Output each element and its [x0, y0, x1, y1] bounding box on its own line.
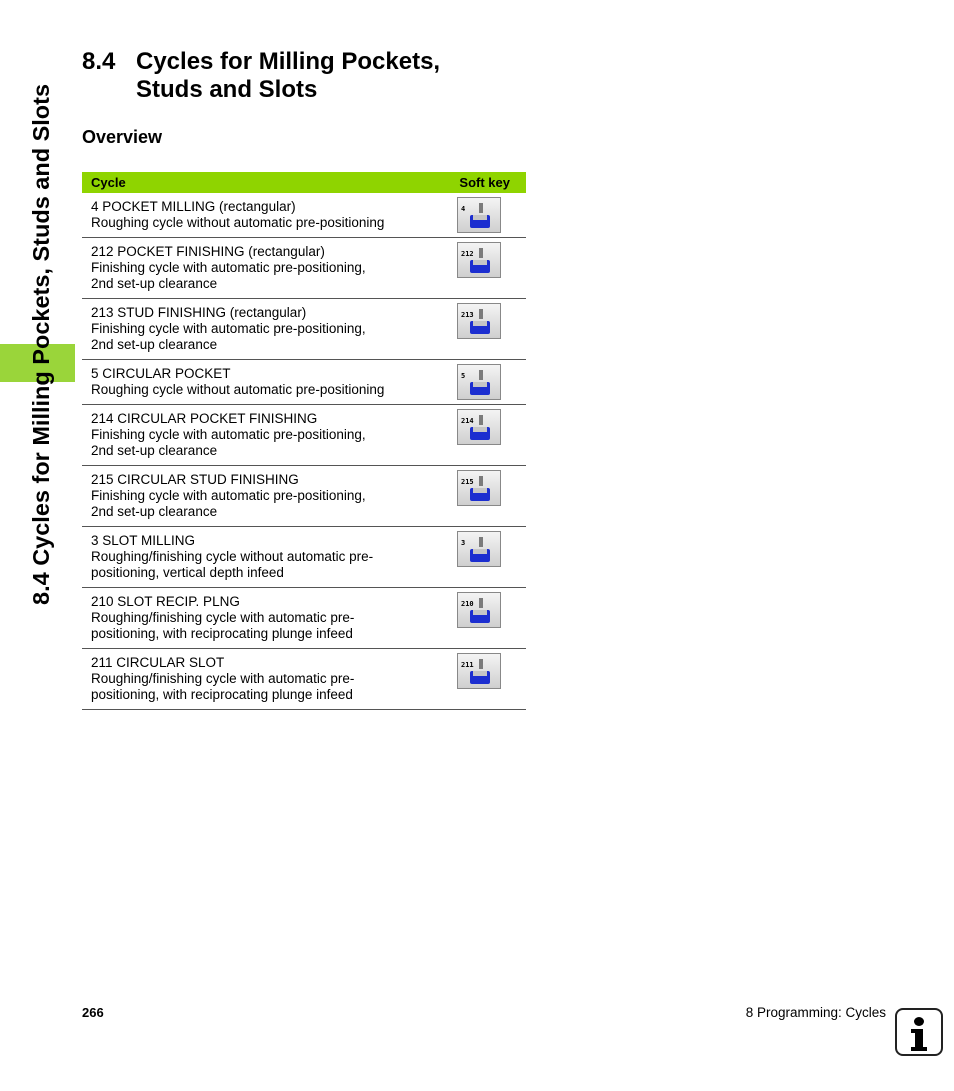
softkey-cell [432, 466, 526, 527]
softkey-cell [432, 649, 526, 710]
cycle-line1: 210 SLOT RECIP. PLNG [91, 594, 240, 609]
pocket-icon [473, 549, 487, 554]
table-row [82, 466, 526, 527]
cycle-line3: 2nd set-up clearance [91, 443, 218, 458]
cycle-line2: Roughing/finishing cycle without automatic pre- [91, 549, 374, 564]
chapter-label: 8 Programming: Cycles [745, 1005, 886, 1020]
cycle-softkey-button[interactable] [457, 531, 501, 567]
pocket-icon [473, 488, 487, 493]
pocket-icon [473, 382, 487, 387]
section-number: 8.4 [82, 48, 116, 75]
cycle-line2: Finishing cycle with automatic pre-positioning, [91, 427, 366, 442]
table-row [82, 649, 526, 710]
cycle-line2: Finishing cycle with automatic pre-positioning, [91, 488, 366, 503]
cycle-softkey-button[interactable] [457, 653, 501, 689]
pocket-icon [473, 671, 487, 676]
milling-tool-icon [479, 370, 483, 380]
softkey-number: 5 [461, 372, 466, 380]
cycle-description [82, 193, 432, 238]
milling-tool-icon [479, 659, 483, 669]
milling-tool-icon [479, 537, 483, 547]
cycle-softkey-button[interactable] [457, 409, 501, 445]
table-header-row [82, 172, 526, 193]
cycle-description [82, 649, 432, 710]
softkey-number: 3 [461, 539, 466, 547]
milling-tool-icon [479, 309, 483, 319]
cycle-line3: 2nd set-up clearance [91, 276, 218, 291]
cycle-description [82, 527, 432, 588]
page-title-line1: Cycles for Milling Pockets, [136, 48, 441, 75]
softkey-cell [432, 405, 526, 466]
cycle-softkey-button[interactable] [457, 364, 501, 400]
cycle-description [82, 299, 432, 360]
page-number: 266 [82, 1005, 104, 1020]
softkey-cell [432, 360, 526, 405]
pocket-icon [473, 427, 487, 432]
softkey-number: 214 [461, 417, 474, 425]
softkey-cell [432, 193, 526, 238]
cycle-line1: 4 POCKET MILLING (rectangular) [91, 199, 296, 214]
table-row [82, 360, 526, 405]
cycle-line2: Roughing cycle without automatic pre-positioning [91, 382, 385, 397]
cycle-softkey-button[interactable] [457, 197, 501, 233]
cycle-line1: 214 CIRCULAR POCKET FINISHING [91, 411, 318, 426]
pocket-icon [473, 260, 487, 265]
table-row [82, 588, 526, 649]
milling-tool-icon [479, 598, 483, 608]
cycle-line2: Finishing cycle with automatic pre-positioning, [91, 260, 366, 275]
cycle-line1: 211 CIRCULAR SLOT [91, 655, 225, 670]
page-title-line2: Studs and Slots [136, 76, 318, 103]
cycle-line1: 215 CIRCULAR STUD FINISHING [91, 472, 299, 487]
cycle-description [82, 360, 432, 405]
table-row [82, 299, 526, 360]
milling-tool-icon [479, 203, 483, 213]
milling-tool-icon [479, 248, 483, 258]
info-icon [895, 1008, 943, 1056]
table-row [82, 238, 526, 299]
cycles-table [82, 172, 526, 710]
pocket-icon [473, 321, 487, 326]
softkey-number: 4 [461, 205, 466, 213]
header-softkey: Soft key [432, 172, 526, 193]
cycle-line3: positioning, with reciprocating plunge infeed [91, 626, 353, 641]
cycle-softkey-button[interactable] [457, 592, 501, 628]
info-icon-serif [911, 1029, 919, 1033]
softkey-cell [432, 527, 526, 588]
table-row [82, 405, 526, 466]
info-icon-dot [914, 1017, 924, 1026]
cycle-description [82, 588, 432, 649]
softkey-number: 212 [461, 250, 474, 258]
cycle-line2: Roughing cycle without automatic pre-positioning [91, 215, 385, 230]
page-title [136, 48, 440, 104]
cycle-softkey-button[interactable] [457, 470, 501, 506]
milling-tool-icon [479, 415, 483, 425]
table-row [82, 527, 526, 588]
cycle-line1: 212 POCKET FINISHING (rectangular) [91, 244, 325, 259]
header-cycle: Cycle [82, 172, 432, 193]
softkey-number: 211 [461, 661, 474, 669]
milling-tool-icon [479, 476, 483, 486]
cycle-line1: 3 SLOT MILLING [91, 533, 196, 548]
softkey-cell [432, 238, 526, 299]
overview-heading: Overview [82, 127, 163, 147]
softkey-number: 210 [461, 600, 474, 608]
softkey-cell [432, 588, 526, 649]
cycle-line2: Roughing/finishing cycle with automatic pre- [91, 610, 355, 625]
softkey-number: 215 [461, 478, 474, 486]
cycle-description [82, 238, 432, 299]
cycle-line3: 2nd set-up clearance [91, 504, 218, 519]
cycle-line2: Finishing cycle with automatic pre-positioning, [91, 321, 366, 336]
cycle-line1: 213 STUD FINISHING (rectangular) [91, 305, 307, 320]
table-row [82, 193, 526, 238]
softkey-number: 213 [461, 311, 474, 319]
cycle-line1: 5 CIRCULAR POCKET [91, 366, 231, 381]
cycle-line3: positioning, vertical depth infeed [91, 565, 284, 580]
cycle-softkey-button[interactable] [457, 242, 501, 278]
cycle-line2: Roughing/finishing cycle with automatic pre- [91, 671, 355, 686]
softkey-cell [432, 299, 526, 360]
sidebar-title: 8.4 Cycles for Milling Pockets, Studs and Slots [28, 83, 54, 605]
pocket-icon [473, 215, 487, 220]
cycle-line3: positioning, with reciprocating plunge infeed [91, 687, 353, 702]
cycle-description [82, 466, 432, 527]
cycle-softkey-button[interactable] [457, 303, 501, 339]
cycle-line3: 2nd set-up clearance [91, 337, 218, 352]
cycle-description [82, 405, 432, 466]
pocket-icon [473, 610, 487, 615]
